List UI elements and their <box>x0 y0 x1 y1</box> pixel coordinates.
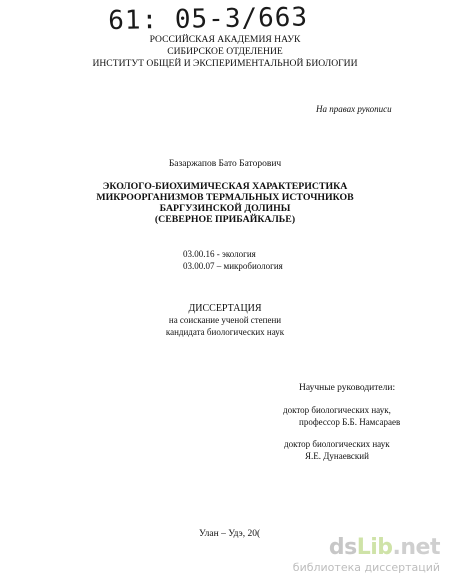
author-name: Базаржапов Бато Баторович <box>168 159 282 169</box>
rights-note: На правах рукописи <box>316 104 392 114</box>
supervisor-2-degree: доктор биологических наук <box>284 439 390 449</box>
title-line-3: БАРГУЗИНСКОЙ ДОЛИНЫ <box>159 203 291 214</box>
watermark-name-part-1: ds <box>328 535 357 560</box>
dissertation-heading: ДИССЕРТАЦИЯ <box>188 303 262 314</box>
supervisor-1-name: профессор Б.Б. Намсараев <box>299 417 401 427</box>
specialty-1: 03.00.16 - экология <box>183 249 256 259</box>
watermark-name <box>293 537 440 559</box>
specialty-2: 03.00.07 – микробиология <box>183 261 283 271</box>
institution-line-2: СИБИРСКОЕ ОТДЕЛЕНИЕ <box>167 46 283 57</box>
title-line-4: (СЕВЕРНОЕ ПРИБАЙКАЛЬЕ) <box>154 214 296 225</box>
watermark-name-part-3: .net <box>392 535 440 560</box>
dissertation-line-2: кандидата биологических наук <box>165 327 285 337</box>
archive-stamp: 61: 05-3/663 <box>108 2 309 36</box>
institution-line-3: ИНСТИТУТ ОБЩЕЙ И ЭКСПЕРИМЕНТАЛЬНОЙ БИОЛОГИИ <box>92 58 358 69</box>
watermark-subtitle: библиотека диссертаций <box>292 561 440 574</box>
place-year: Улан – Удэ, 20( <box>199 529 261 539</box>
dissertation-line-1: на соискание ученой степени <box>168 315 282 325</box>
title-line-2: МИКРООРГАНИЗМОВ ТЕРМАЛЬНЫХ ИСТОЧНИКОВ <box>96 192 354 203</box>
dslib-watermark-logo <box>293 537 440 574</box>
institution-line-1: РОССИЙСКАЯ АКАДЕМИЯ НАУК <box>149 34 301 45</box>
supervisors-heading: Научные руководители: <box>299 383 396 393</box>
supervisor-1-degree: доктор биологических наук, <box>283 405 391 415</box>
title-line-1: ЭКОЛОГО-БИОХИМИЧЕСКАЯ ХАРАКТЕРИСТИКА <box>102 181 348 192</box>
supervisor-2-name: Я.Е. Дунаевский <box>305 451 369 461</box>
watermark-name-part-2: Lib <box>356 535 393 560</box>
